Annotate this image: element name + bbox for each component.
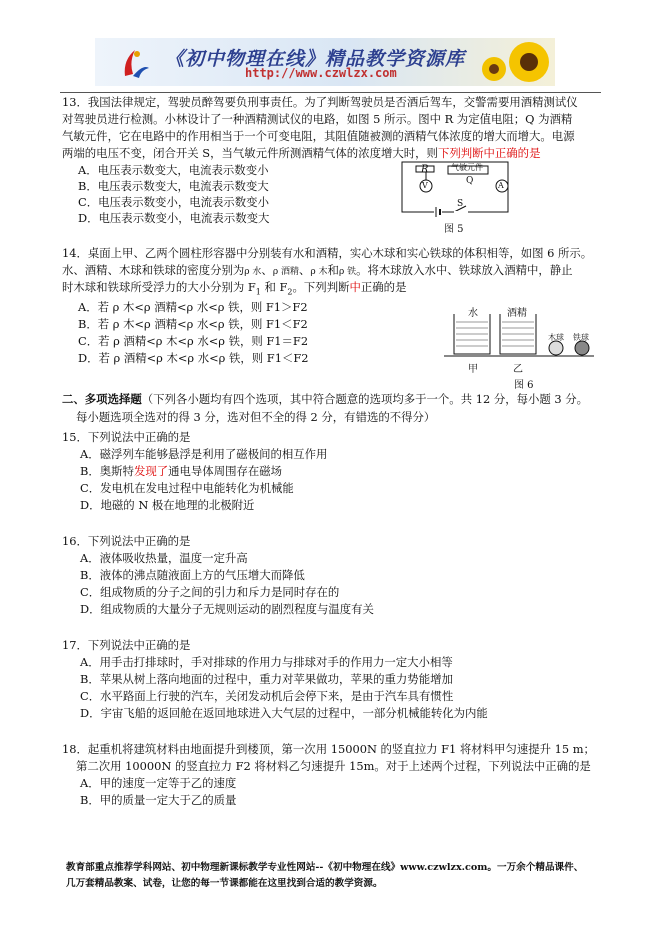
section-2-title: 二、多项选择题 (62, 392, 142, 406)
logo-icon (121, 46, 151, 80)
q16-option-b: B．液体的沸点随液面上方的气压增大而降低 (80, 568, 305, 582)
q15-stem: 15．下列说法中正确的是 (62, 430, 191, 444)
fig5-caption: 图 5 (444, 224, 464, 235)
q15-option-c: C．发电机在发电过程中电能转化为机械能 (80, 481, 294, 495)
q15-option-a: A．磁浮列车能够悬浮是利用了磁极间的相互作用 (80, 447, 328, 461)
q14-option-b: B．若 ρ 木<ρ 酒精<ρ 水<ρ 铁，则 F1＜F2 (78, 317, 308, 331)
q16-option-d: D．组成物质的大量分子无规则运动的剧烈程度与温度有关 (80, 602, 374, 616)
sunflower-icon (507, 40, 551, 84)
q17-option-c: C．水平路面上行驶的汽车，关闭发动机后会停下来，是由于汽车具有惯性 (80, 689, 454, 703)
q13-line-4: 两端的电压不变，闭合开关 S，当气敏元件所测酒精气体的浓度增大时，则下列判断中正确的是 (62, 146, 541, 160)
fig5-label-r: R (421, 164, 429, 175)
q14-line-1: 14．桌面上甲、乙两个圆柱形容器中分别装有水和酒精，实心木球和实心铁球的体积相等，如图 6 所示。 (62, 246, 593, 260)
fig5-label-q: 气敏元件 (451, 163, 483, 172)
q13-line-1: 13．我国法律规定，驾驶员醉驾要负刑事责任。为了判断驾驶员是否酒后驾车，交警需要用酒精测试仪 (62, 95, 578, 109)
fig6-label-water: 水 (468, 308, 478, 319)
q14-option-a: A．若 ρ 木<ρ 酒精<ρ 水<ρ 铁，则 F1＞F2 (78, 300, 308, 314)
q13-highlight: 下列判断中正确的是 (437, 146, 541, 160)
q18-option-b: B．甲的质量一定大于乙的质量 (80, 793, 237, 807)
q13-option-d: D．电压表示数变小，电流表示数变大 (78, 211, 270, 225)
banner-url[interactable]: http://www.czwlzx.com (245, 66, 397, 80)
fig6-label-jia: 甲 (468, 364, 478, 375)
fig5-label-s: S (457, 199, 464, 209)
q17-option-d: D．宇宙飞船的返回舱在返回地球进入大气层的过程中，一部分机械能转化为内能 (80, 706, 488, 720)
fig6-caption: 图 6 (514, 380, 534, 391)
q16-option-c: C．组成物质的分子之间的引力和斥力是同时存在的 (80, 585, 340, 599)
q13-line-2: 对驾驶员进行检测。小林设计了一种酒精测试仪的电路，如图 5 所示。图中 R 为定值电阻；Q 为酒精 (62, 112, 573, 126)
q14-line-2: 水、酒精、木球和铁球的密度分别为ρ 水、ρ 酒精、ρ 木和ρ 铁。将木球放入水中、铁球放入酒精中，静止 (62, 263, 573, 277)
footer-line-1: 教育部重点推荐学科网站、初中物理新课标教学专业性网站--《初中物理在线》www.czwlzx.com。一万余个精品课件、 (66, 862, 584, 873)
q14-line-3: 时木球和铁球所受浮力的大小分别为 $F_1$ 和 $F_2$。下列判断中正确的是 (62, 280, 407, 297)
q16-stem: 16．下列说法中正确的是 (62, 534, 191, 548)
q14-option-c: C．若 ρ 酒精<ρ 木<ρ 水<ρ 铁，则 F1＝F2 (78, 334, 309, 348)
fig6-label-iron: 铁球 (573, 333, 589, 342)
fig6-label-alcohol: 酒精 (507, 308, 527, 319)
q15-option-d: D．地磁的 N 极在地理的北极附近 (80, 498, 255, 512)
footer (66, 860, 583, 892)
fig5-label-v: V (422, 181, 428, 190)
sunflower-icon (481, 56, 507, 82)
footer-line-2: 几万套精品教案、试卷，让您的每一节课都能在这里找到合适的教学资源。 (66, 878, 383, 889)
q16-option-a: A．液体吸收热量，温度一定升高 (80, 551, 248, 565)
q18-line-2: 第二次用 10000N 的竖直拉力 F2 将材料乙匀速提升 15m。对于上述两个过程，下列说法中正确的是 (76, 759, 591, 773)
q18-option-a: A．甲的速度一定等于乙的速度 (80, 776, 237, 790)
section-2-heading: 二、多项选择题（下列各小题均有四个选项，其中符合题意的选项均多于一个。共 12 分，每小题 3 分。 (62, 392, 589, 406)
q17-stem: 17．下列说法中正确的是 (62, 638, 191, 652)
fig6-label-yi: 乙 (513, 364, 523, 375)
q13-option-b: B．电压表示数变大，电流表示数变大 (78, 179, 269, 193)
fig5-label-a: A (498, 181, 504, 190)
q15-option-b: B．奥斯特发现了通电导体周围存在磁场 (80, 464, 283, 478)
q17-option-b: B．苹果从树上落向地面的过程中，重力对苹果做功，苹果的重力势能增加 (80, 672, 453, 686)
header-banner (95, 38, 555, 86)
fig6-label-wood: 木球 (548, 333, 564, 342)
q13-line-3: 气敏元件，它在电路中的作用相当于一个可变电阻，其阻值随被测的酒精气体浓度的增大而增大。电源 (62, 129, 575, 143)
q18-line-1: 18．起重机将建筑材料由地面提升到楼顶，第一次用 15000N 的竖直拉力 F1 将材料甲匀速提升 15 m； (62, 742, 595, 756)
q13-option-a: A．电压表示数变大，电流表示数变小 (78, 163, 269, 177)
section-2-instructions: 每小题选项全选对的得 3 分，选对但不全的得 2 分，有错选的不得分） (76, 410, 436, 424)
banner-title: 《初中物理在线》精品教学资源库 (165, 48, 466, 70)
q17-option-a: A．用手击打排球时，手对排球的作用力与排球对手的作用力一定大小相等 (80, 655, 453, 669)
q14-option-d: D．若 ρ 酒精<ρ 木<ρ 水<ρ 铁，则 F1＜F2 (78, 351, 309, 365)
header-divider (60, 92, 601, 93)
q13-option-c: C．电压表示数变小，电流表示数变小 (78, 195, 269, 209)
fig5-label-q-symbol: Q (466, 176, 474, 186)
